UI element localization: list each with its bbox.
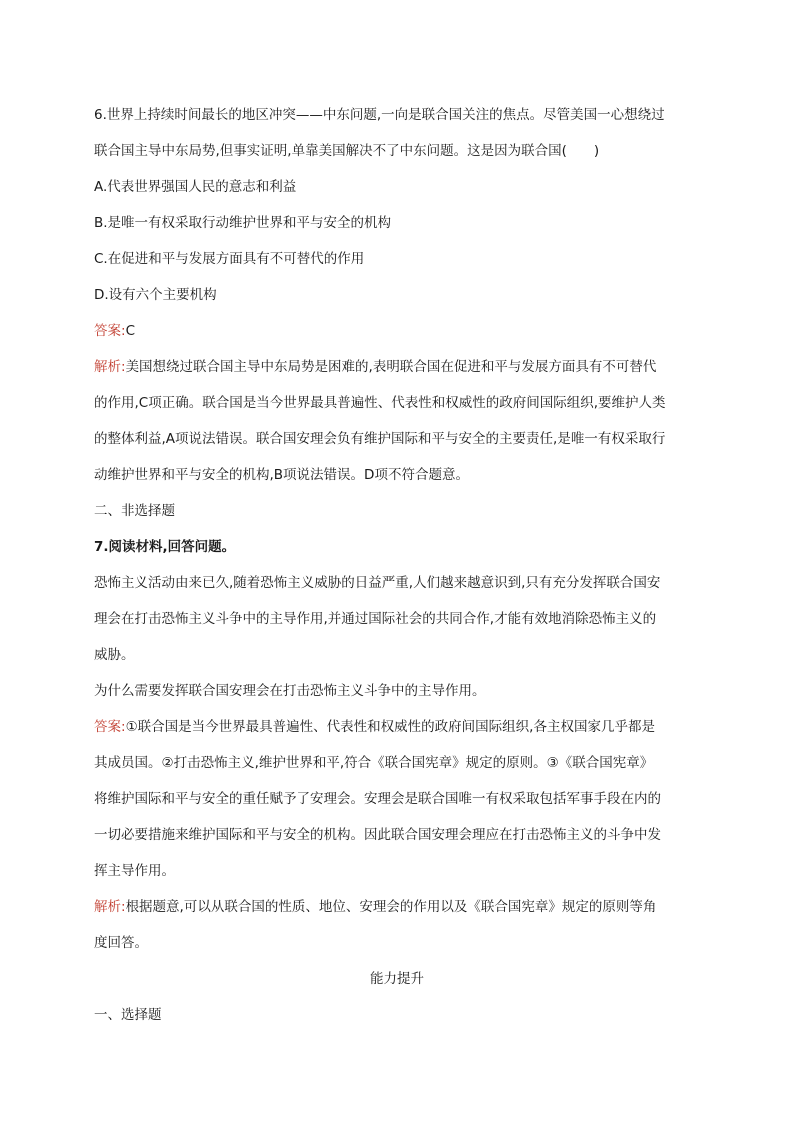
q6-analysis-label: 解析: (94, 359, 126, 375)
q6-analysis-line-4: 动维护世界和平与安全的机构,B项说法错误。D项不符合题意。 (94, 467, 469, 483)
q7-analysis-label: 解析: (94, 899, 126, 915)
q7-stem: 7.阅读材料,回答问题。 (94, 539, 236, 555)
q7-material-line-3: 威胁。 (94, 647, 135, 663)
ability-heading: 能力提升 (370, 971, 424, 987)
q7-answer-line-2: 其成员国。②打击恐怖主义,维护世界和平,符合《联合国宪章》规定的原则。③《联合国宪章》 (94, 755, 654, 771)
q7-analysis-text-1: 根据题意,可以从联合国的性质、地位、安理会的作用以及《联合国宪章》规定的原则等角 (125, 899, 657, 915)
q6-option-c: C.在促进和平与发展方面具有不可替代的作用 (94, 251, 365, 267)
q7-answer-line-4: 一切必要措施来维护国际和平与安全的机构。因此联合国安理会理应在打击恐怖主义的斗争中发 (94, 827, 661, 843)
q7-answer-line-5: 挥主导作用。 (94, 863, 175, 879)
q6-option-d: D.设有六个主要机构 (94, 287, 217, 303)
q6-analysis-text-1: 美国想绕过联合国主导中东局势是困难的,表明联合国在促进和平与发展方面具有不可替代 (125, 359, 657, 375)
q7-analysis-line-1 (94, 898, 714, 916)
q6-option-a: A.代表世界强国人民的意志和利益 (94, 179, 297, 195)
q6-stem-line-2: 联合国主导中东局势,但事实证明,单靠美国解决不了中东问题。这是因为联合国( ) (94, 143, 600, 159)
q6-answer (94, 322, 714, 340)
q6-analysis-line-2: 的作用,C项正确。联合国是当今世界最具普遍性、代表性和权威性的政府间国际组织,要维护人类 (94, 395, 666, 411)
q7-answer-line-1 (94, 718, 714, 736)
q6-analysis-line-3: 的整体利益,A项说法错误。联合国安理会负有维护国际和平与安全的主要责任,是唯一有权采取行 (94, 431, 666, 447)
q7-answer-text-1: ①联合国是当今世界最具普遍性、代表性和权威性的政府间国际组织,各主权国家几乎都是 (125, 719, 655, 735)
q7-analysis-line-2: 度回答。 (94, 935, 148, 951)
section-heading-choice: 一、选择题 (94, 1007, 162, 1023)
q7-material-line-1: 恐怖主义活动由来已久,随着恐怖主义威胁的日益严重,人们越来越意识到,只有充分发挥联合国安 (94, 575, 661, 591)
q7-answer-line-3: 将维护国际和平与安全的重任赋予了安理会。安理会是联合国唯一有权采取包括军事手段在内的 (94, 791, 661, 807)
q7-material-line-2: 理会在打击恐怖主义斗争中的主导作用,并通过国际社会的共同合作,才能有效地消除恐怖主义的 (94, 611, 657, 627)
q6-stem-line-1: 6.世界上持续时间最长的地区冲突——中东问题,一向是联合国关注的焦点。尽管美国一心想绕过 (94, 107, 665, 123)
q7-question: 为什么需要发挥联合国安理会在打击恐怖主义斗争中的主导作用。 (94, 683, 486, 699)
q6-analysis-line-1 (94, 358, 714, 376)
q6-option-b: B.是唯一有权采取行动维护世界和平与安全的机构 (94, 215, 392, 231)
section-heading-non-choice: 二、非选择题 (94, 503, 175, 519)
q7-answer-label: 答案: (94, 719, 126, 735)
q6-answer-value: C (125, 323, 135, 339)
q6-answer-label: 答案: (94, 323, 126, 339)
